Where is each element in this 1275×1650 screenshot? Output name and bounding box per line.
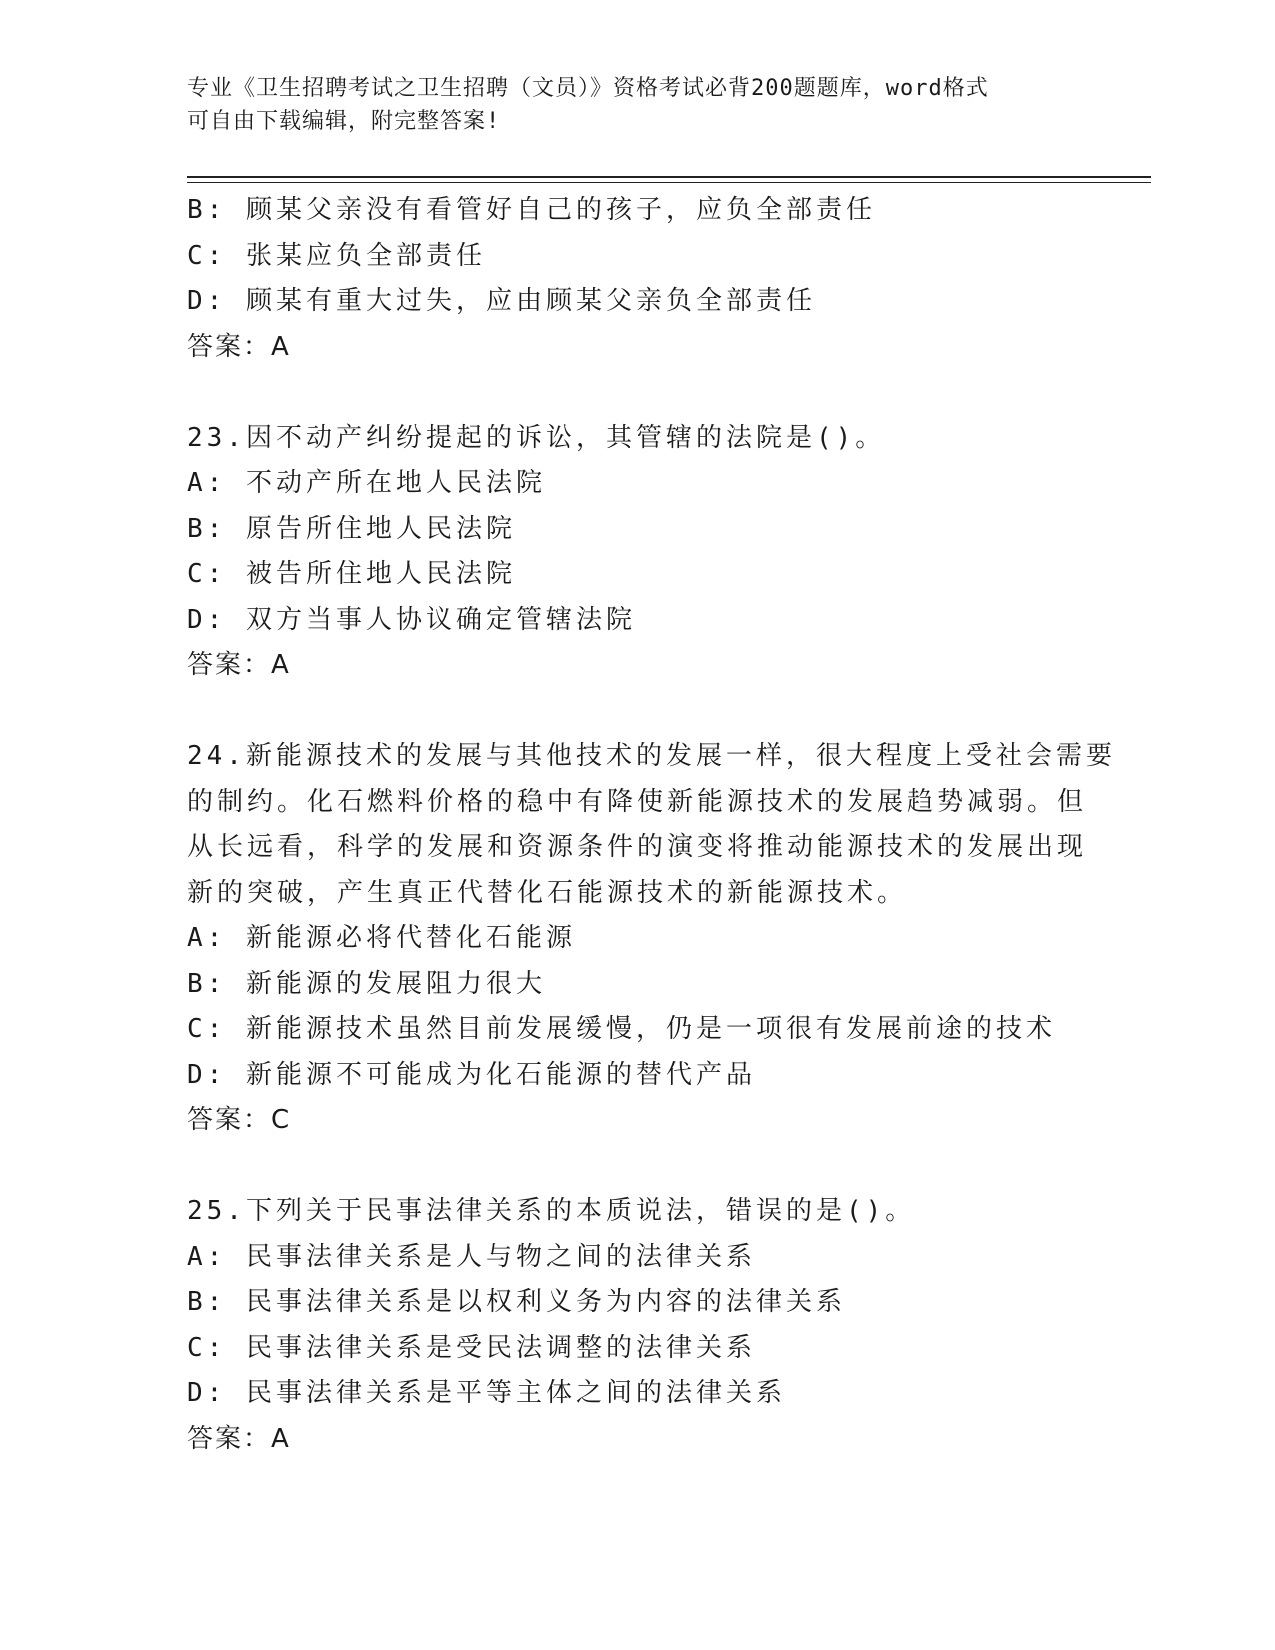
option-a: A: 不动产所在地人民法院 [187, 468, 546, 498]
question-stem: 23.因不动产纠纷提起的诉讼，其管辖的法院是()。 [187, 422, 886, 453]
header-rule-thin [187, 182, 1151, 183]
option-b: B: 新能源的发展阻力很大 [187, 968, 546, 999]
option-a: A: 民事法律关系是人与物之间的法律关系 [187, 1241, 756, 1272]
question-stem: 25.下列关于民事法律关系的本质说法，错误的是()。 [187, 1196, 916, 1226]
answer: 答案：A [187, 1423, 291, 1454]
spacer [187, 370, 1087, 416]
answer: 答案：A [187, 650, 291, 680]
option-c: C: 民事法律关系是受民法调整的法律关系 [187, 1332, 756, 1363]
header-rule-thick [187, 176, 1151, 178]
header-title-line-2: 可自由下载编辑，附完整答案! [187, 109, 501, 134]
option-c: C: 新能源技术虽然目前发展缓慢，仍是一项很有发展前途的技术 [187, 1014, 1056, 1044]
question-23 [187, 416, 1087, 689]
option-d: D: 双方当事人协议确定管辖法院 [187, 604, 636, 635]
option-c: C: 张某应负全部责任 [187, 240, 486, 271]
question-25 [187, 1189, 1087, 1462]
option-b: B: 顾某父亲没有看管好自己的孩子，应负全部责任 [187, 195, 876, 225]
question-24 [187, 734, 1116, 1144]
answer: 答案：C [187, 1105, 292, 1135]
question-stem-line: 新的突破，产生真正代替化石能源技术的新能源技术。 [187, 877, 908, 908]
question-list [187, 188, 1116, 1462]
question-stem-line: 24.新能源技术的发展与其他技术的发展一样，很大程度上受社会需要 [187, 741, 1116, 771]
question-22 [187, 188, 1087, 370]
document-header [187, 72, 1087, 138]
spacer [187, 689, 1087, 735]
question-stem-line: 的制约。化石燃料价格的稳中有降使新能源技术的发展趋势减弱。但 [187, 786, 1088, 817]
header-title-line-1: 专业《卫生招聘考试之卫生招聘（文员）》资格考试必背200题题库，word格式 [187, 76, 989, 101]
option-d: D: 新能源不可能成为化石能源的替代产品 [187, 1059, 756, 1090]
answer: 答案：A [187, 331, 291, 362]
question-stem-line: 从长远看，科学的发展和资源条件的演变将推动能源技术的发展出现 [187, 832, 1088, 862]
option-d: D: 民事法律关系是平等主体之间的法律关系 [187, 1378, 786, 1408]
option-b: B: 原告所住地人民法院 [187, 513, 516, 544]
option-c: C: 被告所住地人民法院 [187, 559, 516, 589]
option-a: A: 新能源必将代替化石能源 [187, 923, 576, 953]
option-b: B: 民事法律关系是以权利义务为内容的法律关系 [187, 1287, 846, 1317]
option-d: D: 顾某有重大过失，应由顾某父亲负全部责任 [187, 286, 816, 316]
spacer [187, 1144, 1087, 1190]
